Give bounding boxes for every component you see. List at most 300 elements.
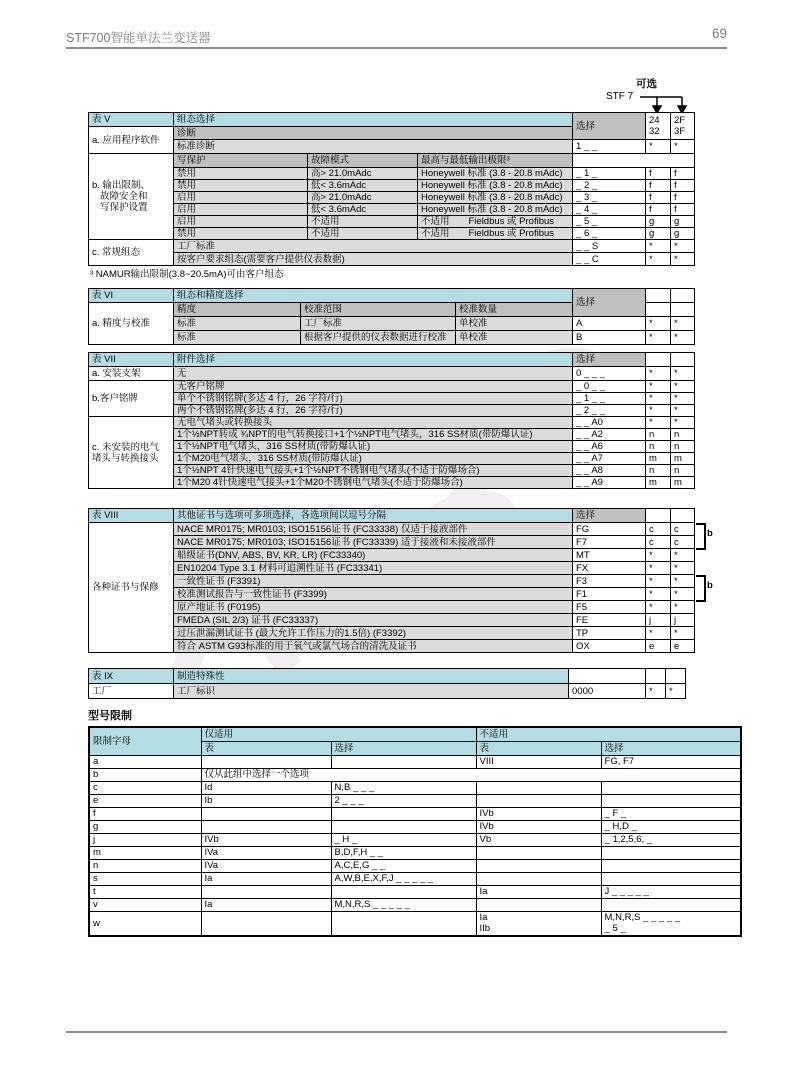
group-bracket-label: b xyxy=(707,528,713,539)
cell-letter: t xyxy=(89,885,201,898)
cell-code: OX xyxy=(573,640,646,653)
cell-span-note: 仅从此组中选择一个选项 xyxy=(201,768,741,781)
cell-not-table: IVb xyxy=(476,807,601,820)
subheader-accuracy: 精度 xyxy=(174,303,301,317)
filler xyxy=(671,509,695,523)
table-vi xyxy=(88,288,695,345)
table-row xyxy=(89,898,741,911)
table-row xyxy=(89,523,695,536)
table-row xyxy=(89,859,741,872)
cell-code: _ _ C xyxy=(573,253,646,266)
cell-flag: * xyxy=(671,317,695,331)
table-ix-title: 制造特殊性 xyxy=(174,669,569,684)
section-label-c xyxy=(89,417,174,489)
table-row xyxy=(89,549,695,562)
table-row xyxy=(89,317,695,331)
cell-flag: c xyxy=(646,536,671,549)
cell-code: _ _ A2 xyxy=(573,429,646,441)
cell-code: _ 0 _ _ xyxy=(573,381,646,393)
subheader-cal-qty: 校准数量 xyxy=(456,303,573,317)
cell-desc: 标准诊断 xyxy=(174,140,573,154)
table-row xyxy=(89,477,695,489)
footer-rule xyxy=(66,1031,727,1033)
cell-code: FE xyxy=(573,614,646,627)
cell-only-select: N,B _ _ _ xyxy=(331,781,476,794)
cell-failmode: 高> 21.0mAdc xyxy=(308,192,418,204)
cell-flag: g xyxy=(671,228,695,240)
cell-code: 0 _ _ _ xyxy=(573,367,646,381)
table-viii xyxy=(88,508,695,653)
cell-flag: * xyxy=(671,627,695,640)
table-row xyxy=(89,429,695,441)
cell-code: F1 xyxy=(573,588,646,601)
table-viii-title: 其他证书与选项可多项选择，各选项间以逗号分隔 xyxy=(174,509,573,523)
cell-code: _ 5 _ xyxy=(573,216,646,228)
cell-only-table: Ib xyxy=(201,794,331,807)
table-row xyxy=(89,289,695,303)
cell-desc: NACE MR0175; MR0103; ISO15156证书 (FC33338) 仅适于接液部件 xyxy=(174,523,573,536)
cell-flag: n xyxy=(671,465,695,477)
cell-desc: 无电气堵头或转换接头 xyxy=(174,417,573,429)
cell-code: _ _ A9 xyxy=(573,477,646,489)
cell-not-select xyxy=(601,794,741,807)
option-col-2f-3f xyxy=(671,113,695,140)
cell-line: _ 5 _ xyxy=(604,923,626,935)
cell-code: _ _ A0 xyxy=(573,417,646,429)
section-label-c: c. 常规组态 xyxy=(89,240,174,266)
cell-code: A xyxy=(573,317,646,331)
cell-only-select xyxy=(331,911,476,936)
cell-failmode: 不适用 xyxy=(308,216,418,228)
cell-only-select xyxy=(331,820,476,833)
table-row xyxy=(89,204,695,216)
cell-desc: 校准测试报告与一致性证书 (F3399) xyxy=(174,588,573,601)
label-line: c. 未安装的电气 xyxy=(92,441,160,453)
table-row xyxy=(89,820,741,833)
cell-not-table xyxy=(476,859,601,872)
cell-flag: * xyxy=(671,417,695,429)
section-label-b xyxy=(89,154,174,240)
table-row xyxy=(89,465,695,477)
table-row xyxy=(89,794,741,807)
cell-desc: EN10204 Type 3.1 材料可追溯性证书 (FC33341) xyxy=(174,562,573,575)
select-header: 选择 xyxy=(573,509,646,523)
table-v-title: 组态选择 xyxy=(174,113,573,127)
cell-code: _ 6 _ xyxy=(573,228,646,240)
subheader-cal-range: 校准范围 xyxy=(301,303,456,317)
header-restriction-letter: 限制字母 xyxy=(89,727,201,755)
cell-flag: * xyxy=(646,627,671,640)
cell-only-table xyxy=(201,807,331,820)
cell-not-select: FG, F7 xyxy=(601,755,741,768)
cell-not-select xyxy=(601,781,741,794)
cell-flag: f xyxy=(671,192,695,204)
factory-label: 工厂 xyxy=(89,684,174,699)
cell-code: F7 xyxy=(573,536,646,549)
cell-code: TP xyxy=(573,627,646,640)
cell-flag: * xyxy=(646,575,671,588)
table-row xyxy=(89,140,695,154)
table-row xyxy=(89,872,741,885)
filler xyxy=(646,303,671,317)
table-row xyxy=(89,180,695,192)
cell-desc: 船级证书(DNV, ABS, BV, KR, LR) (FC33340) xyxy=(174,549,573,562)
model-label: STF 7 xyxy=(606,91,634,102)
header-table-col: 表 xyxy=(476,741,601,755)
cell-desc: 一致性证书 (F3391) xyxy=(174,575,573,588)
cell-desc: 工厂标准 xyxy=(174,240,573,253)
table-row xyxy=(89,405,695,417)
cell-flag: * xyxy=(646,240,671,253)
cell-desc: 无客户铭牌 xyxy=(174,381,573,393)
cell-only-select xyxy=(331,807,476,820)
cell-cal-range: 根据客户提供的仪表数据进行校准 xyxy=(301,331,456,345)
filler xyxy=(646,509,671,523)
cell-not-select xyxy=(601,859,741,872)
cell-desc: 单个不锈钢铭牌(多达 4 行，26 字符/行) xyxy=(174,393,573,405)
cell-flag: m xyxy=(646,477,671,489)
cell-flag: * xyxy=(671,562,695,575)
cell-line: M,N,R,S _ _ _ _ _ xyxy=(604,912,681,924)
cell-flag: f xyxy=(646,204,671,216)
cell-code: _ 1 _ xyxy=(573,168,646,180)
cell-writeprotect: 启用 xyxy=(174,204,308,216)
cell-outputlimit: 不适用 Fieldbus 或 Profibus xyxy=(418,216,573,228)
table-v-tag: 表 V xyxy=(89,113,174,127)
subheader-writeprotect: 写保护 xyxy=(174,154,308,168)
table-row xyxy=(89,755,741,768)
cell-only-select: A,C,E,G _ _ xyxy=(331,859,476,872)
table-row xyxy=(89,601,695,614)
cell-desc: 过压泄漏测试证书 (最大允许工作压力的1.5倍) (F3392) xyxy=(174,627,573,640)
filler xyxy=(646,669,666,684)
cell-writeprotect: 禁用 xyxy=(174,180,308,192)
select-header: 选择 xyxy=(573,289,646,317)
section-label-b: b.客户铭牌 xyxy=(89,381,174,417)
cell-flag: * xyxy=(646,331,671,345)
cell-letter: b xyxy=(89,768,201,781)
cell-flag: * xyxy=(646,549,671,562)
cell-cal-range: 工厂标准 xyxy=(301,317,456,331)
table-ix-tag: 表 IX xyxy=(89,669,174,684)
cell-only-table xyxy=(201,820,331,833)
cell-not-table xyxy=(476,781,601,794)
cell-desc: FMEDA (SIL 2/3) 证书 (FC33337) xyxy=(174,614,573,627)
cell-accuracy: 标准 xyxy=(174,331,301,345)
cell-cal-qty: 单校准 xyxy=(456,317,573,331)
cell-failmode: 低< 3.6mAdc xyxy=(308,204,418,216)
table-row xyxy=(89,453,695,465)
select-header: 选择 xyxy=(573,113,646,140)
group-bracket xyxy=(696,523,706,550)
restrictions-table xyxy=(88,726,742,937)
header-table-col: 表 xyxy=(201,741,331,755)
select-header: 选择 xyxy=(573,353,646,367)
cell-only-select: 2 _ _ _ xyxy=(331,794,476,807)
cell-not-select xyxy=(601,911,741,936)
cell-flag: * xyxy=(671,588,695,601)
cell-flag: * xyxy=(671,367,695,381)
cell-only-table xyxy=(201,911,331,936)
page-number: 69 xyxy=(712,26,728,41)
table-v xyxy=(88,112,695,266)
cell-flag: m xyxy=(671,477,695,489)
cell-failmode: 低< 3.6mAdc xyxy=(308,180,418,192)
cell-flag: * xyxy=(671,549,695,562)
cell-desc: 原产地证书 (F0195) xyxy=(174,601,573,614)
table-row xyxy=(89,168,695,180)
cell-not-table: Ia xyxy=(476,885,601,898)
table-row xyxy=(89,588,695,601)
cell-only-table: Ia xyxy=(201,872,331,885)
cell-desc: 1个½NPT 4针快速电气接头+1个½NPT不锈钢电气堵头(不适于防爆场合) xyxy=(174,465,573,477)
cell-flag: f xyxy=(671,180,695,192)
cell-only-select: B,D,F,H _ _ xyxy=(331,846,476,859)
cell-flag: c xyxy=(671,523,695,536)
table-row xyxy=(89,562,695,575)
cell-outputlimit: Honeywell 标准 (3.8 - 20.8 mAdc) xyxy=(418,168,573,180)
filler xyxy=(671,353,695,367)
cell-letter: w xyxy=(89,911,201,936)
option-col-line: 32 xyxy=(649,126,660,137)
cell-desc: 按客户要求组态(需要客户提供仪表数据) xyxy=(174,253,573,266)
page-title: STF700智能单法兰变送器 xyxy=(66,31,211,45)
cell-flag: * xyxy=(646,367,671,381)
cell-not-table xyxy=(476,911,601,936)
cell-flag: * xyxy=(671,331,695,345)
cell-flag: * xyxy=(646,405,671,417)
cell-flag: e xyxy=(671,640,695,653)
cell-letter: g xyxy=(89,820,201,833)
filler xyxy=(666,669,686,684)
cell-code: _ 2 _ xyxy=(573,180,646,192)
cell-not-table: IVb xyxy=(476,820,601,833)
cell-letter: e xyxy=(89,794,201,807)
model-option-arrows xyxy=(595,88,705,114)
subheader-failmode: 故障模式 xyxy=(308,154,418,168)
cell-letter: c xyxy=(89,781,201,794)
cell-flag: * xyxy=(646,253,671,266)
section-label-a: a. 精度与校准 xyxy=(89,303,174,345)
cell-flag: c xyxy=(646,523,671,536)
cell-code: _ _ A8 xyxy=(573,465,646,477)
cell-not-select: _ H,D _ xyxy=(601,820,741,833)
cell-writeprotect: 禁用 xyxy=(174,168,308,180)
table-row xyxy=(89,614,695,627)
table-row xyxy=(89,192,695,204)
option-col-24-32 xyxy=(646,113,671,140)
cell-only-table xyxy=(201,755,331,768)
table-row xyxy=(89,228,695,240)
cell-flag: f xyxy=(671,204,695,216)
cell-flag: * xyxy=(671,240,695,253)
cell-desc: 1个½NPT转成 ¾NPT的电气转换接口+1个½NPT电气堵头，316 SS材质(带防爆认证) xyxy=(174,429,573,441)
cell-flag: * xyxy=(671,393,695,405)
filler xyxy=(569,669,646,684)
label-line: 写保护设置 xyxy=(100,202,148,213)
table-row xyxy=(89,417,695,429)
cell-letter: v xyxy=(89,898,201,911)
cell-flag: j xyxy=(646,614,671,627)
cell-desc: 1个½NPT电气堵头，316 SS材质(带防爆认证) xyxy=(174,441,573,453)
filler xyxy=(646,353,671,367)
cell-desc: 无 xyxy=(174,367,573,381)
cell-desc: 1个M20 4针快速电气接头+1个M20不锈钢电气堵头(不适于防爆场合) xyxy=(174,477,573,489)
table-row xyxy=(89,684,686,699)
cell-flag: * xyxy=(671,140,695,154)
cell-not-table xyxy=(476,872,601,885)
cell-flag: * xyxy=(646,393,671,405)
cell-flag: g xyxy=(671,216,695,228)
cell-cal-qty: 单校准 xyxy=(456,331,573,345)
table-row xyxy=(89,627,695,640)
cell-flag: * xyxy=(646,601,671,614)
cell-flag: g xyxy=(646,228,671,240)
table-row xyxy=(89,113,695,127)
cell-letter: f xyxy=(89,807,201,820)
table-row xyxy=(89,441,695,453)
group-bracket xyxy=(696,575,706,602)
cell-only-select xyxy=(331,755,476,768)
table-row xyxy=(89,393,695,405)
section-label: 各种证书与保修 xyxy=(89,523,174,653)
cell-code: _ 1 _ _ xyxy=(573,393,646,405)
cell-flag: * xyxy=(671,601,695,614)
cell-code: _ _ S xyxy=(573,240,646,253)
table-row xyxy=(89,640,695,653)
cell-flag: n xyxy=(646,429,671,441)
cell-flag: n xyxy=(671,441,695,453)
cell-outputlimit: 不适用 Fieldbus 或 Profibus xyxy=(418,228,573,240)
filler xyxy=(646,289,671,303)
cell-code: _ 2 _ _ xyxy=(573,405,646,417)
cell-flag: * xyxy=(666,684,686,699)
table-row xyxy=(89,911,741,936)
table-row xyxy=(89,781,741,794)
cell-flag: * xyxy=(646,588,671,601)
cell-not-table xyxy=(476,846,601,859)
option-col-line: 3F xyxy=(674,126,686,137)
restrictions-title: 型号限制 xyxy=(88,710,132,722)
cell-only-select: _ H _ xyxy=(331,833,476,846)
optional-label: 可选 xyxy=(636,78,657,90)
cell-flag: f xyxy=(646,192,671,204)
table-vii xyxy=(88,352,695,489)
cell-not-select xyxy=(601,898,741,911)
cell-code: _ 4 _ xyxy=(573,204,646,216)
cell-flag: * xyxy=(671,253,695,266)
table-vi-tag: 表 VI xyxy=(89,289,174,303)
cell-flag: n xyxy=(646,441,671,453)
table-row xyxy=(89,353,695,367)
table-vi-title: 组态和精度选择 xyxy=(174,289,573,303)
cell-code: FG xyxy=(573,523,646,536)
filler xyxy=(671,303,695,317)
cell-writeprotect: 启用 xyxy=(174,192,308,204)
cell-desc: 两个不锈钢铭牌(多达 4 行，26 字符/行) xyxy=(174,405,573,417)
header-not-applicable: 不适用 xyxy=(476,727,741,741)
cell-flag: * xyxy=(646,417,671,429)
cell-only-table xyxy=(201,885,331,898)
cell-flag: e xyxy=(646,640,671,653)
cell-desc: 工厂标识 xyxy=(174,684,569,699)
header-select-col: 选择 xyxy=(331,741,476,755)
cell-code: _ 3 _ xyxy=(573,192,646,204)
cell-outputlimit: Honeywell 标准 (3.8 - 20.8 mAdc) xyxy=(418,192,573,204)
cell-desc: 1个M20电气堵头，316 SS材质(带防爆认证) xyxy=(174,453,573,465)
cell-line: IIb xyxy=(479,923,491,935)
table-row xyxy=(89,367,695,381)
cell-flag: * xyxy=(646,562,671,575)
section-label-a: a. 安装支架 xyxy=(89,367,174,381)
table-vii-tag: 表 VII xyxy=(89,353,174,367)
table-row xyxy=(89,669,686,684)
cell-flag: * xyxy=(671,381,695,393)
cell-only-table: IVa xyxy=(201,859,331,872)
cell-only-table: IVb xyxy=(201,833,331,846)
header-select-col: 选择 xyxy=(601,741,741,755)
table-row xyxy=(89,575,695,588)
option-col-line: 2F xyxy=(674,115,686,126)
table-row xyxy=(89,331,695,345)
cell-flag: m xyxy=(671,453,695,465)
subheader-diagnostics: 诊断 xyxy=(174,127,573,140)
cell-writeprotect: 禁用 xyxy=(174,228,308,240)
cell-not-table xyxy=(476,898,601,911)
table-row xyxy=(89,536,695,549)
cell-only-table: IVa xyxy=(201,846,331,859)
cell-letter: n xyxy=(89,859,201,872)
cell-code: 1 _ _ xyxy=(573,140,646,154)
table-row xyxy=(89,216,695,228)
table-row xyxy=(89,154,695,168)
cell-letter: m xyxy=(89,846,201,859)
cell-not-table: VIII xyxy=(476,755,601,768)
cell-flag: m xyxy=(646,453,671,465)
cell-outputlimit: Honeywell 标准 (3.8 - 20.8 mAdc) xyxy=(418,180,573,192)
cell-not-select: J _ _ _ _ _ xyxy=(601,885,741,898)
cell-code: _ _ A7 xyxy=(573,453,646,465)
cell-flag: g xyxy=(646,216,671,228)
cell-line: Ia xyxy=(479,912,488,924)
table-row xyxy=(89,253,695,266)
cell-failmode: 高> 21.0mAdc xyxy=(308,168,418,180)
cell-letter: j xyxy=(89,833,201,846)
section-label-a: a. 应用程序软件 xyxy=(89,127,174,154)
cell-code: B xyxy=(573,331,646,345)
option-col-line: 24 xyxy=(649,115,660,126)
cell-flag: c xyxy=(671,536,695,549)
cell-not-select: _ F _ xyxy=(601,807,741,820)
table-row xyxy=(89,381,695,393)
table-ix xyxy=(88,668,686,699)
cell-flag: * xyxy=(646,317,671,331)
table-row xyxy=(89,885,741,898)
label-line: 故障安全和 xyxy=(100,191,148,202)
cell-desc: 符合 ASTM G93标准的用于氧气或氯气场合的清洗及证书 xyxy=(174,640,573,653)
cell-outputlimit: Honeywell 标准 (3.8 - 20.8 mAdc) xyxy=(418,204,573,216)
cell-flag: j xyxy=(671,614,695,627)
cell-writeprotect: 启用 xyxy=(174,216,308,228)
table-row xyxy=(89,768,741,781)
cell-not-select xyxy=(601,846,741,859)
filler xyxy=(671,289,695,303)
table-viii-tag: 表 VIII xyxy=(89,509,174,523)
cell-not-select xyxy=(601,872,741,885)
cell-letter: a xyxy=(89,755,201,768)
cell-not-table xyxy=(476,794,601,807)
cell-only-select: A,W,B,E,X,F,J _ _ _ _ _ xyxy=(331,872,476,885)
